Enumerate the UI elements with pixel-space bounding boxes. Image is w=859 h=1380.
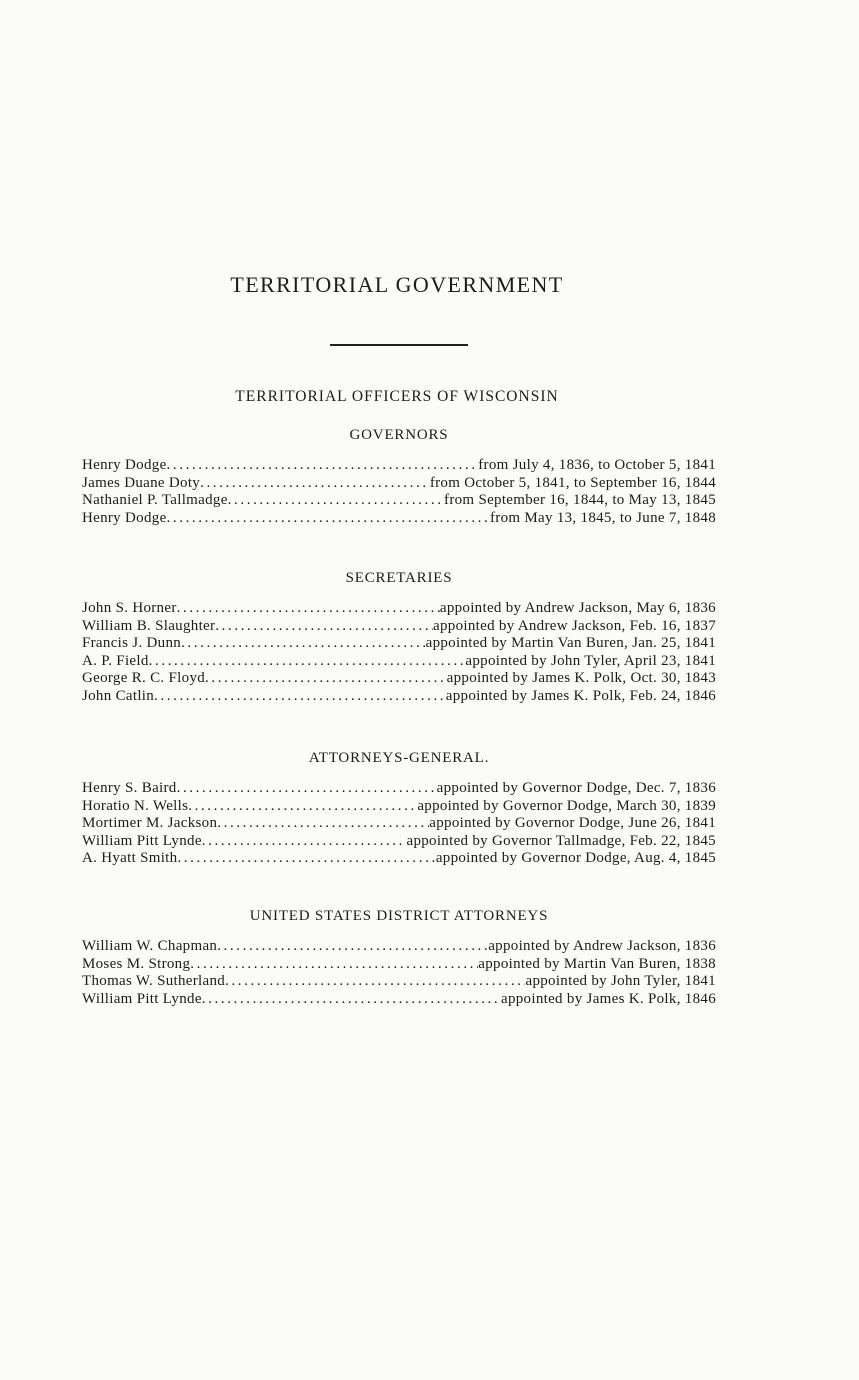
officer-name: William Pitt Lynde bbox=[82, 990, 202, 1007]
list-item bbox=[82, 510, 716, 528]
officer-term: appointed by Governor Dodge, June 26, 1841 bbox=[429, 815, 716, 831]
section-heading: UNITED STATES DISTRICT ATTORNEYS bbox=[249, 908, 549, 924]
officer-term: from September 16, 1844, to May 13, 1845 bbox=[444, 492, 716, 508]
officer-name: Henry Dodge bbox=[82, 457, 167, 473]
officer-term: appointed by Governor Dodge, Aug. 4, 1845 bbox=[435, 850, 716, 866]
officer-term: from October 5, 1841, to September 16, 1844 bbox=[429, 474, 716, 491]
officer-term: appointed by John Tyler, 1841 bbox=[525, 973, 716, 989]
district-attorneys-section bbox=[82, 907, 716, 1008]
dot-leader bbox=[154, 688, 446, 706]
dot-leader bbox=[225, 973, 525, 991]
officer-name: Francis J. Dunn bbox=[82, 635, 182, 651]
list-item bbox=[82, 973, 716, 991]
officer-term: appointed by James K. Polk, 1846 bbox=[501, 990, 716, 1007]
dot-leader bbox=[190, 956, 478, 974]
section-heading: ATTORNEYS-GENERAL. bbox=[308, 750, 490, 766]
dot-leader bbox=[149, 653, 466, 671]
officer-name: Henry S. Baird bbox=[82, 780, 177, 796]
entry-list bbox=[82, 600, 716, 705]
list-item bbox=[82, 956, 716, 974]
officer-term: appointed by James K. Polk, Oct. 30, 1843 bbox=[446, 670, 716, 686]
dot-leader bbox=[202, 991, 501, 1009]
main-heading: TERRITORIAL OFFICERS OF WISCONSIN bbox=[235, 388, 559, 405]
attorneys-general-section bbox=[82, 749, 716, 868]
officer-name: Thomas W. Sutherland bbox=[82, 973, 226, 989]
dot-leader bbox=[167, 457, 479, 475]
list-item bbox=[82, 850, 716, 868]
list-item bbox=[82, 798, 716, 816]
officer-name: George R. C. Floyd bbox=[82, 670, 206, 686]
officer-name: John Catlin bbox=[82, 687, 155, 704]
officer-term: appointed by Martin Van Buren, Jan. 25, 1841 bbox=[425, 635, 716, 651]
dot-leader bbox=[217, 938, 488, 956]
officer-name: Henry Dodge bbox=[82, 509, 167, 526]
officer-term: from May 13, 1845, to June 7, 1848 bbox=[489, 509, 716, 526]
entry-list bbox=[82, 457, 716, 527]
section-heading: SECRETARIES bbox=[345, 570, 453, 586]
officer-name: William B. Slaughter bbox=[82, 617, 216, 634]
dot-leader bbox=[177, 780, 437, 798]
officer-term: appointed by Governor Tallmadge, Feb. 22, 1845 bbox=[406, 832, 716, 849]
list-item bbox=[82, 653, 716, 671]
officer-name: Nathaniel P. Tallmadge bbox=[82, 492, 228, 508]
officer-name: James Duane Doty bbox=[82, 474, 201, 491]
officer-term: appointed by James K. Polk, Feb. 24, 1846 bbox=[445, 687, 716, 704]
officer-term: appointed by Andrew Jackson, Feb. 16, 1837 bbox=[433, 617, 716, 634]
list-item bbox=[82, 457, 716, 475]
list-item bbox=[82, 635, 716, 653]
officer-term: appointed by Andrew Jackson, May 6, 1836 bbox=[439, 600, 716, 616]
officer-term: appointed by Andrew Jackson, 1836 bbox=[488, 938, 716, 954]
officer-name: A. Hyatt Smith bbox=[82, 850, 178, 866]
section-heading: GOVERNORS bbox=[349, 427, 449, 443]
officer-term: from July 4, 1836, to October 5, 1841 bbox=[478, 457, 716, 473]
list-item bbox=[82, 492, 716, 510]
secretaries-section bbox=[82, 569, 716, 705]
list-item bbox=[82, 670, 716, 688]
list-item bbox=[82, 475, 716, 493]
dot-leader bbox=[177, 850, 435, 868]
list-item bbox=[82, 938, 716, 956]
officer-name: William Pitt Lynde bbox=[82, 832, 202, 849]
list-item bbox=[82, 833, 716, 851]
officer-name: John S. Horner bbox=[82, 600, 177, 616]
page-title: TERRITORIAL GOVERNMENT bbox=[230, 272, 564, 297]
title-divider bbox=[330, 344, 468, 346]
officer-term: appointed by Governor Dodge, Dec. 7, 1836 bbox=[436, 780, 716, 796]
dot-leader bbox=[217, 815, 429, 833]
officer-name: William W. Chapman bbox=[82, 938, 218, 954]
dot-leader bbox=[188, 798, 417, 816]
dot-leader bbox=[200, 475, 430, 493]
officer-term: appointed by John Tyler, April 23, 1841 bbox=[465, 652, 716, 669]
list-item bbox=[82, 600, 716, 618]
list-item bbox=[82, 688, 716, 706]
officer-name: Moses M. Strong bbox=[82, 955, 191, 972]
list-item bbox=[82, 780, 716, 798]
officer-term: appointed by Governor Dodge, March 30, 1839 bbox=[417, 797, 716, 814]
dot-leader bbox=[181, 635, 426, 653]
list-item bbox=[82, 618, 716, 636]
officer-term: appointed by Martin Van Buren, 1838 bbox=[478, 955, 716, 972]
dot-leader bbox=[202, 833, 407, 851]
dot-leader bbox=[177, 600, 440, 618]
dot-leader bbox=[205, 670, 447, 688]
governors-section bbox=[82, 426, 716, 527]
dot-leader bbox=[167, 510, 490, 528]
entry-list bbox=[82, 780, 716, 868]
list-item bbox=[82, 991, 716, 1009]
officer-name: Horatio N. Wells bbox=[82, 797, 189, 814]
dot-leader bbox=[228, 492, 444, 510]
officer-name: A. P. Field bbox=[82, 652, 149, 669]
dot-leader bbox=[215, 618, 433, 636]
list-item bbox=[82, 815, 716, 833]
officer-name: Mortimer M. Jackson bbox=[82, 815, 218, 831]
entry-list bbox=[82, 938, 716, 1008]
